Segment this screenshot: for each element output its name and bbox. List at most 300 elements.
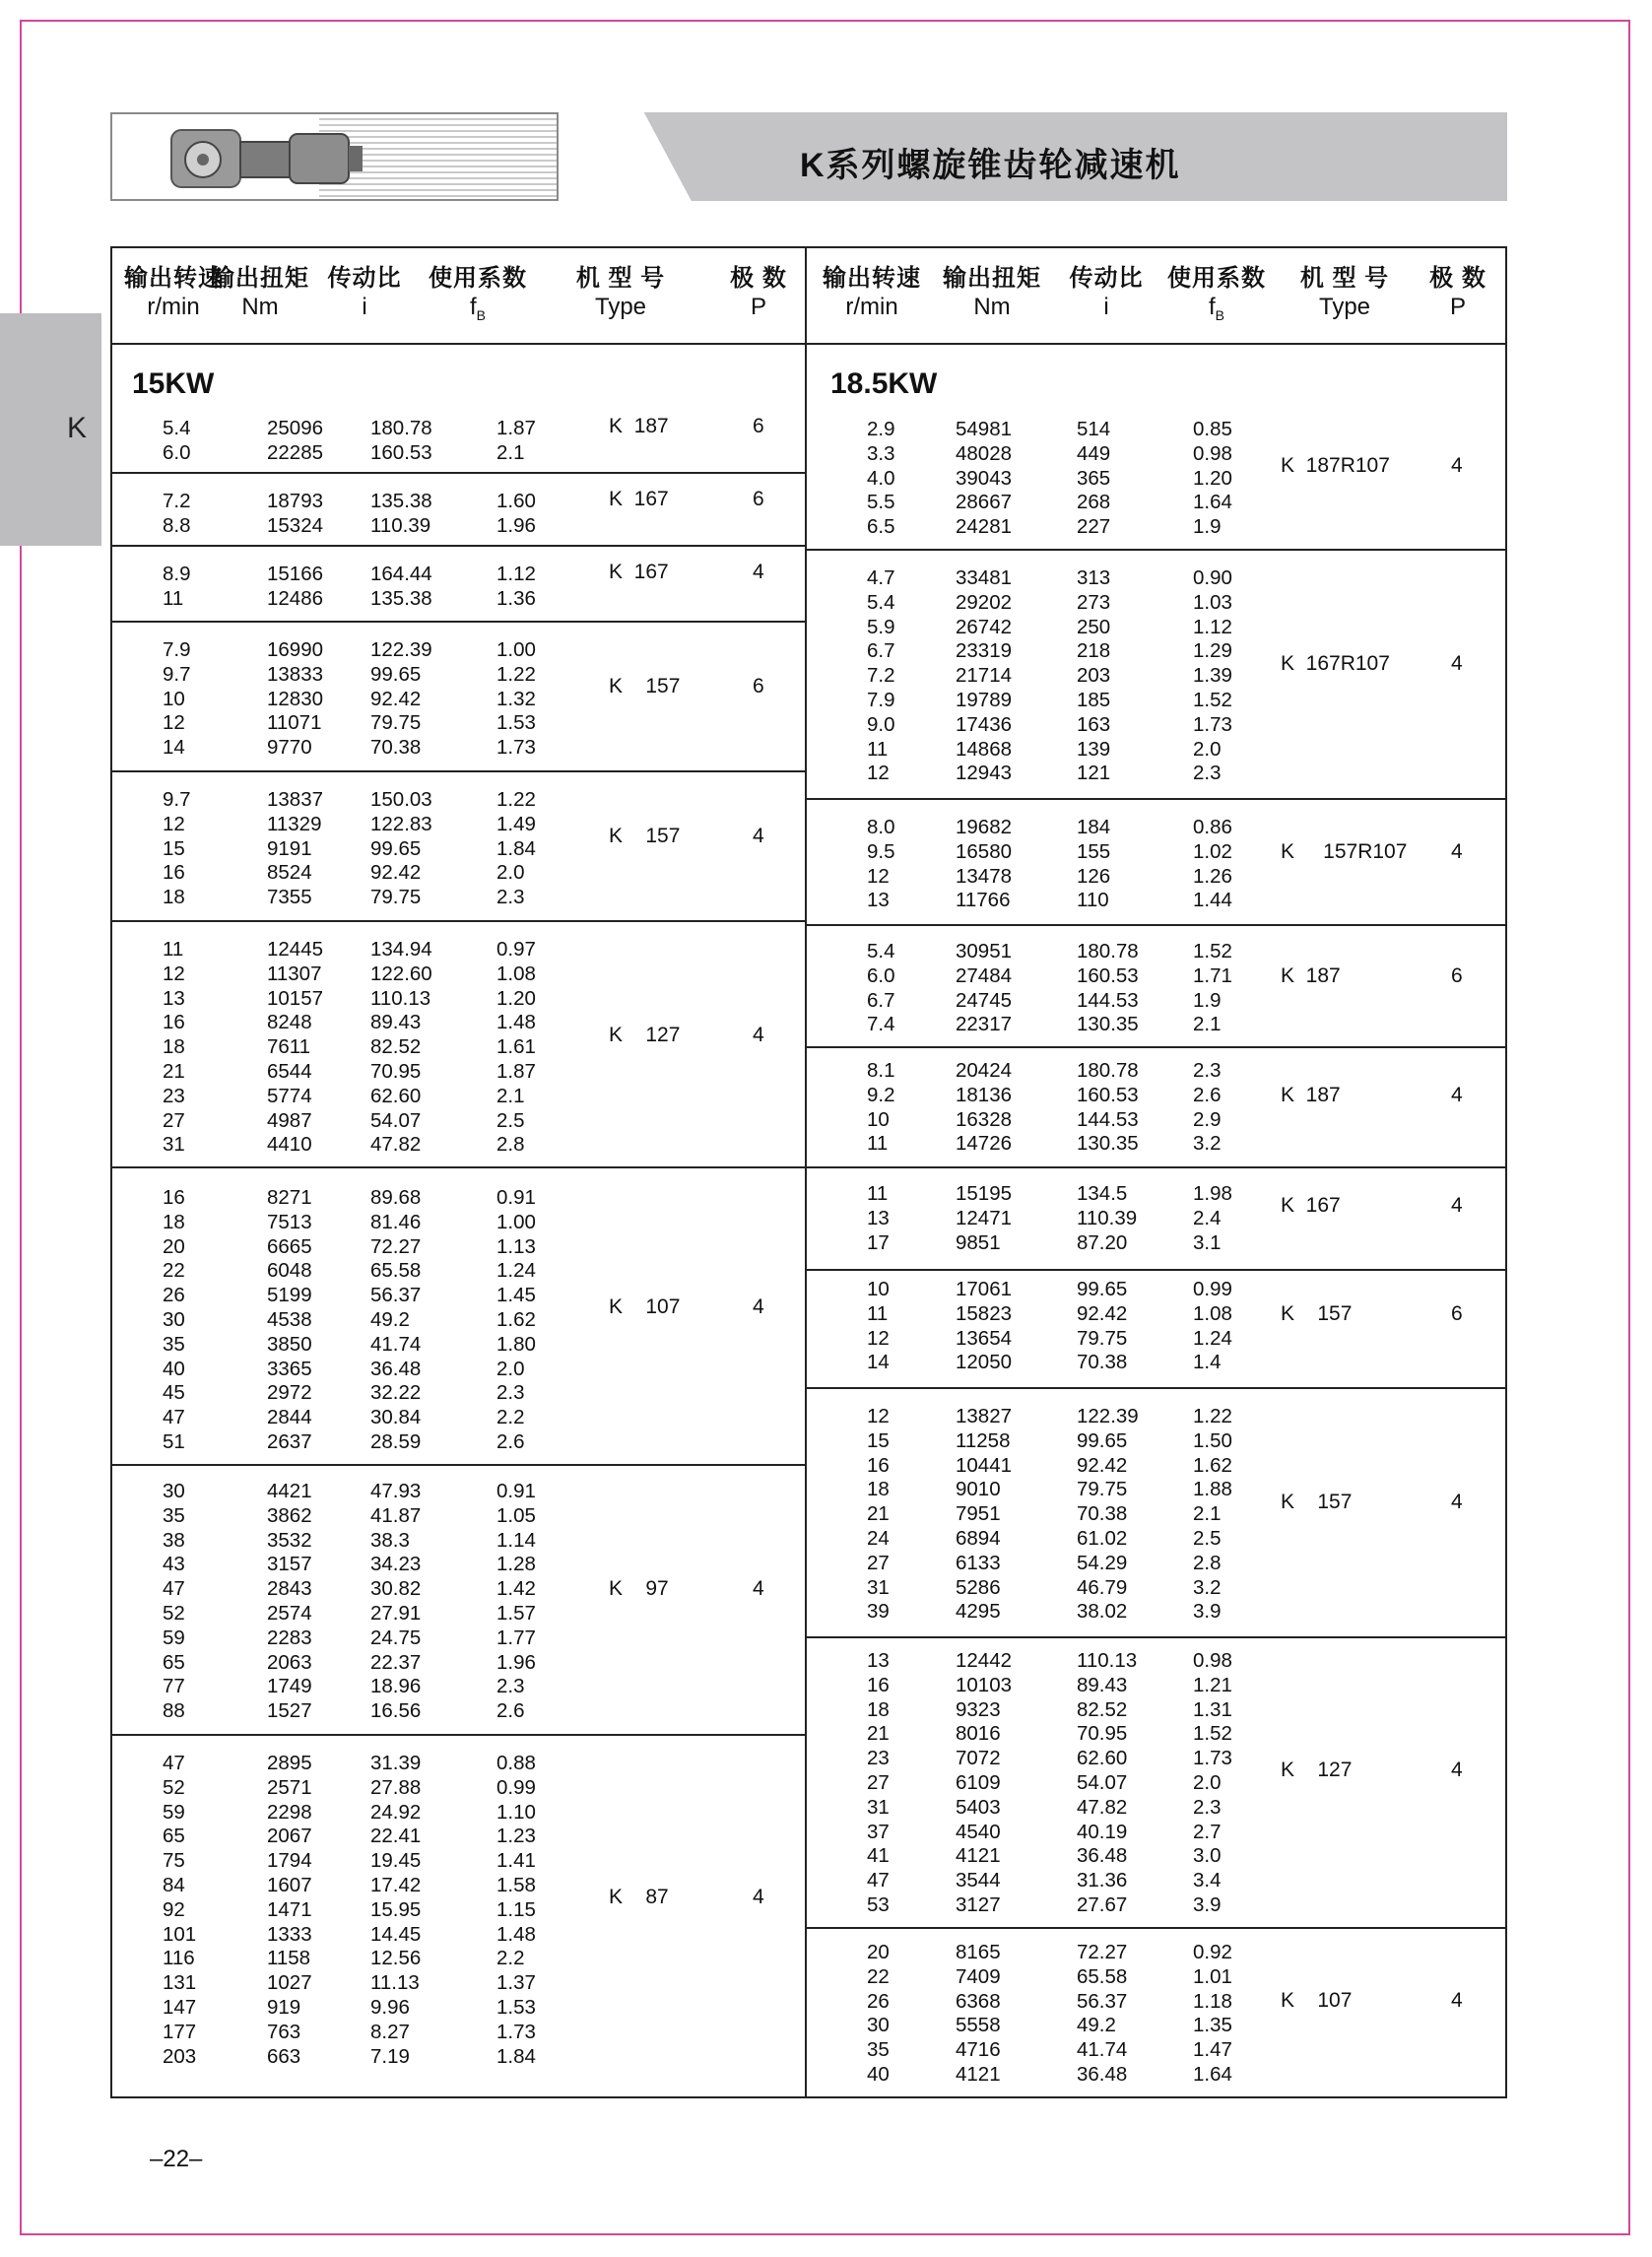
ratio-cell: 180.78 bbox=[370, 417, 432, 439]
speed-cell: 7.9 bbox=[867, 688, 895, 711]
ratio-cell: 14.45 bbox=[370, 1922, 422, 1946]
ratio-cell: 49.2 bbox=[1077, 2014, 1116, 2037]
pole-cell: 4 bbox=[753, 825, 764, 847]
ratio-cell: 15.95 bbox=[370, 1897, 422, 1921]
service-factor-cell: 2.0 bbox=[496, 1357, 525, 1380]
service-factor-cell: 1.47 bbox=[1193, 2038, 1232, 2062]
group-divider bbox=[807, 1636, 1507, 1638]
ratio-cell: 70.38 bbox=[370, 736, 422, 760]
torque-cell: 1527 bbox=[267, 1699, 312, 1723]
ratio-cell: 62.60 bbox=[1077, 1747, 1128, 1770]
ratio-cell: 24.75 bbox=[370, 1626, 422, 1649]
service-factor-cell: 1.00 bbox=[496, 1210, 536, 1233]
service-factor-cell: 1.20 bbox=[1193, 466, 1232, 490]
torque-cell: 12442 bbox=[956, 1649, 1013, 1672]
torque-cell: 12486 bbox=[267, 586, 324, 610]
type-cell: K 157 bbox=[1281, 1301, 1353, 1325]
speed-cell: 4.0 bbox=[867, 466, 895, 490]
speed-cell: 30 bbox=[867, 2014, 890, 2037]
service-factor-cell: 1.58 bbox=[496, 1873, 536, 1896]
speed-cell: 47 bbox=[163, 1406, 185, 1429]
ratio-cell: 7.19 bbox=[370, 2044, 410, 2068]
speed-cell: 21 bbox=[867, 1722, 890, 1746]
service-factor-cell: 1.87 bbox=[496, 417, 536, 439]
ratio-cell: 134.5 bbox=[1077, 1182, 1128, 1205]
torque-cell: 6544 bbox=[267, 1059, 312, 1083]
torque-cell: 6894 bbox=[956, 1526, 1001, 1550]
ratio-cell: 227 bbox=[1077, 515, 1111, 539]
speed-cell: 41 bbox=[867, 1844, 890, 1868]
service-factor-cell: 1.01 bbox=[1193, 1964, 1232, 1988]
speed-cell: 5.9 bbox=[867, 615, 895, 638]
torque-cell: 19789 bbox=[956, 688, 1013, 711]
ratio-cell: 92.42 bbox=[370, 861, 422, 885]
service-factor-cell: 2.3 bbox=[1193, 1795, 1222, 1819]
service-factor-cell: 1.02 bbox=[1193, 839, 1232, 863]
pole-cell: 6 bbox=[753, 488, 764, 510]
ratio-cell: 122.60 bbox=[370, 962, 432, 985]
page-title: K系列螺旋锥齿轮减速机 bbox=[800, 147, 1181, 184]
speed-cell: 27 bbox=[867, 1770, 890, 1794]
ratio-cell: 27.88 bbox=[370, 1775, 422, 1799]
torque-cell: 1333 bbox=[267, 1922, 312, 1946]
gear-reducer-icon bbox=[164, 120, 370, 195]
type-cell: K 157 bbox=[609, 675, 681, 697]
speed-cell: 52 bbox=[163, 1775, 185, 1799]
ratio-cell: 184 bbox=[1077, 816, 1111, 838]
type-cell: K 167R107 bbox=[1281, 651, 1390, 675]
service-factor-cell: 0.99 bbox=[496, 1775, 536, 1799]
ratio-cell: 79.75 bbox=[370, 886, 422, 909]
torque-cell: 7951 bbox=[956, 1502, 1001, 1526]
speed-cell: 39 bbox=[867, 1600, 890, 1624]
service-factor-cell: 0.98 bbox=[1193, 1649, 1232, 1672]
ratio-cell: 218 bbox=[1077, 639, 1111, 663]
service-factor-cell: 3.1 bbox=[1193, 1230, 1222, 1254]
speed-cell: 27 bbox=[867, 1551, 890, 1574]
service-factor-cell: 2.1 bbox=[496, 440, 525, 464]
service-factor-cell: 2.4 bbox=[1193, 1206, 1222, 1229]
service-factor-cell: 3.9 bbox=[1193, 1892, 1222, 1916]
torque-cell: 11766 bbox=[956, 889, 1011, 912]
speed-cell: 13 bbox=[163, 986, 185, 1010]
torque-cell: 17061 bbox=[956, 1278, 1013, 1300]
ratio-cell: 17.42 bbox=[370, 1873, 422, 1896]
torque-cell: 5286 bbox=[956, 1575, 1001, 1599]
speed-cell: 13 bbox=[867, 1206, 890, 1229]
torque-cell: 6109 bbox=[956, 1770, 1001, 1794]
ratio-cell: 160.53 bbox=[1077, 1083, 1139, 1106]
ratio-cell: 144.53 bbox=[1077, 1107, 1139, 1131]
torque-cell: 2574 bbox=[267, 1601, 312, 1625]
service-factor-cell: 2.0 bbox=[1193, 737, 1222, 761]
service-factor-cell: 1.14 bbox=[496, 1528, 536, 1552]
torque-cell: 4540 bbox=[956, 1820, 1001, 1843]
service-factor-cell: 1.20 bbox=[496, 986, 536, 1010]
speed-cell: 47 bbox=[163, 1752, 185, 1774]
ratio-cell: 16.56 bbox=[370, 1699, 422, 1723]
torque-cell: 13833 bbox=[267, 662, 324, 686]
ratio-cell: 22.37 bbox=[370, 1650, 422, 1674]
service-factor-cell: 0.85 bbox=[1193, 418, 1232, 440]
service-factor-cell: 1.52 bbox=[1193, 688, 1232, 711]
service-factor-cell: 1.48 bbox=[496, 1922, 536, 1946]
ratio-cell: 180.78 bbox=[1077, 1059, 1139, 1082]
service-factor-cell: 1.64 bbox=[1193, 491, 1232, 514]
ratio-cell: 92.42 bbox=[1077, 1453, 1128, 1477]
speed-cell: 26 bbox=[163, 1284, 185, 1307]
ratio-cell: 110.13 bbox=[1077, 1649, 1138, 1672]
torque-cell: 10103 bbox=[956, 1673, 1013, 1696]
column-header-right-4: 机 型 号 Type bbox=[1299, 265, 1390, 320]
type-cell: K 167 bbox=[609, 488, 669, 510]
torque-cell: 2063 bbox=[267, 1650, 312, 1674]
column-header-left-4: 机 型 号 Type bbox=[575, 265, 666, 320]
service-factor-cell: 2.8 bbox=[1193, 1551, 1222, 1574]
ratio-cell: 79.75 bbox=[370, 711, 422, 735]
service-factor-cell: 1.35 bbox=[1193, 2014, 1232, 2037]
speed-cell: 101 bbox=[163, 1922, 197, 1946]
ratio-cell: 110 bbox=[1077, 889, 1109, 912]
torque-cell: 9770 bbox=[267, 736, 312, 760]
speed-cell: 18 bbox=[163, 886, 185, 909]
torque-cell: 30951 bbox=[956, 940, 1013, 963]
torque-cell: 54981 bbox=[956, 418, 1013, 440]
pole-cell: 6 bbox=[1451, 963, 1463, 987]
ratio-cell: 31.36 bbox=[1077, 1869, 1128, 1892]
ratio-cell: 70.38 bbox=[1077, 1502, 1128, 1526]
ratio-cell: 313 bbox=[1077, 566, 1111, 589]
type-cell: K 187R107 bbox=[1281, 454, 1390, 477]
service-factor-cell: 0.99 bbox=[1193, 1278, 1232, 1300]
pole-cell: 6 bbox=[1451, 1301, 1463, 1325]
page-number: –22– bbox=[150, 2146, 203, 2172]
type-cell: K 127 bbox=[609, 1023, 681, 1046]
ratio-cell: 62.60 bbox=[370, 1084, 422, 1107]
ratio-cell: 65.58 bbox=[370, 1259, 422, 1283]
ratio-cell: 250 bbox=[1077, 615, 1111, 638]
torque-cell: 6133 bbox=[956, 1551, 1001, 1574]
torque-cell: 7409 bbox=[956, 1964, 1001, 1988]
ratio-cell: 203 bbox=[1077, 664, 1111, 688]
service-factor-cell: 2.1 bbox=[496, 1084, 525, 1107]
service-factor-cell: 1.39 bbox=[1193, 664, 1232, 688]
ratio-cell: 110.13 bbox=[370, 986, 431, 1010]
torque-cell: 27484 bbox=[956, 963, 1013, 987]
ratio-cell: 92.42 bbox=[1077, 1301, 1128, 1325]
ratio-cell: 46.79 bbox=[1077, 1575, 1128, 1599]
service-factor-cell: 2.3 bbox=[496, 886, 525, 909]
speed-cell: 20 bbox=[163, 1234, 185, 1258]
group-divider bbox=[110, 1166, 805, 1168]
torque-cell: 15324 bbox=[267, 513, 324, 537]
pole-cell: 4 bbox=[1451, 1490, 1463, 1513]
speed-cell: 12 bbox=[867, 864, 890, 888]
ratio-cell: 38.3 bbox=[370, 1528, 410, 1552]
speed-cell: 14 bbox=[867, 1351, 890, 1374]
speed-cell: 31 bbox=[867, 1795, 890, 1819]
service-factor-cell: 2.3 bbox=[496, 1381, 525, 1405]
service-factor-cell: 2.2 bbox=[496, 1406, 525, 1429]
torque-cell: 1158 bbox=[267, 1947, 311, 1970]
group-divider bbox=[807, 1269, 1507, 1271]
torque-cell: 10157 bbox=[267, 986, 324, 1010]
torque-cell: 12050 bbox=[956, 1351, 1013, 1374]
speed-cell: 52 bbox=[163, 1601, 185, 1625]
service-factor-cell: 3.4 bbox=[1193, 1869, 1222, 1892]
speed-cell: 35 bbox=[163, 1503, 185, 1527]
service-factor-cell: 2.5 bbox=[1193, 1526, 1222, 1550]
group-divider bbox=[110, 770, 805, 772]
torque-cell: 22285 bbox=[267, 440, 324, 464]
torque-cell: 8165 bbox=[956, 1941, 1001, 1963]
pole-cell: 4 bbox=[1451, 1194, 1463, 1218]
torque-cell: 3544 bbox=[956, 1869, 1001, 1892]
speed-cell: 12 bbox=[163, 812, 185, 835]
speed-cell: 5.4 bbox=[163, 417, 191, 439]
ratio-cell: 99.65 bbox=[1077, 1278, 1128, 1300]
service-factor-cell: 1.45 bbox=[496, 1284, 536, 1307]
speed-cell: 12 bbox=[867, 1326, 890, 1350]
service-factor-cell: 1.84 bbox=[496, 836, 536, 860]
ratio-cell: 81.46 bbox=[370, 1210, 422, 1233]
service-factor-cell: 0.92 bbox=[1193, 1941, 1232, 1963]
power-label-left: 15KW bbox=[132, 367, 215, 400]
ratio-cell: 56.37 bbox=[1077, 1989, 1128, 2013]
service-factor-cell: 1.48 bbox=[496, 1011, 536, 1034]
speed-cell: 45 bbox=[163, 1381, 185, 1405]
speed-cell: 15 bbox=[163, 836, 185, 860]
ratio-cell: 70.95 bbox=[1077, 1722, 1128, 1746]
service-factor-cell: 1.9 bbox=[1193, 988, 1222, 1012]
group-divider bbox=[110, 472, 805, 474]
torque-cell: 33481 bbox=[956, 566, 1013, 589]
torque-cell: 19682 bbox=[956, 816, 1013, 838]
type-cell: K 157R107 bbox=[1281, 839, 1408, 863]
group-divider bbox=[807, 549, 1507, 551]
speed-cell: 92 bbox=[163, 1897, 185, 1921]
speed-cell: 116 bbox=[163, 1947, 195, 1970]
service-factor-cell: 1.24 bbox=[1193, 1326, 1232, 1350]
ratio-cell: 27.91 bbox=[370, 1601, 422, 1625]
torque-cell: 16580 bbox=[956, 839, 1013, 863]
torque-cell: 7072 bbox=[956, 1747, 1001, 1770]
service-factor-cell: 3.0 bbox=[1193, 1844, 1222, 1868]
torque-cell: 4121 bbox=[956, 2062, 1001, 2086]
torque-cell: 2972 bbox=[267, 1381, 312, 1405]
torque-cell: 4295 bbox=[956, 1600, 1001, 1624]
torque-cell: 15195 bbox=[956, 1182, 1013, 1205]
torque-cell: 28667 bbox=[956, 491, 1013, 514]
ratio-cell: 22.41 bbox=[370, 1825, 422, 1848]
torque-cell: 10441 bbox=[956, 1453, 1013, 1477]
speed-cell: 11 bbox=[867, 1182, 889, 1205]
column-header-right-1: 输出扭矩 Nm bbox=[943, 265, 1041, 320]
speed-cell: 10 bbox=[163, 687, 185, 710]
ratio-cell: 121 bbox=[1077, 762, 1111, 785]
speed-cell: 6.7 bbox=[867, 988, 895, 1012]
ratio-cell: 365 bbox=[1077, 466, 1111, 490]
ratio-cell: 70.95 bbox=[370, 1059, 422, 1083]
service-factor-cell: 1.12 bbox=[1193, 615, 1232, 638]
torque-cell: 763 bbox=[267, 2020, 301, 2043]
torque-cell: 11258 bbox=[956, 1428, 1011, 1452]
torque-cell: 2283 bbox=[267, 1626, 312, 1649]
torque-cell: 13837 bbox=[267, 788, 324, 811]
service-factor-cell: 3.2 bbox=[1193, 1575, 1222, 1599]
torque-cell: 3532 bbox=[267, 1528, 312, 1552]
torque-cell: 3157 bbox=[267, 1553, 312, 1576]
pole-cell: 4 bbox=[753, 561, 764, 583]
torque-cell: 15823 bbox=[956, 1301, 1013, 1325]
ratio-cell: 134.94 bbox=[370, 938, 432, 961]
group-divider bbox=[110, 621, 805, 623]
speed-cell: 7.9 bbox=[163, 638, 191, 661]
torque-cell: 8524 bbox=[267, 861, 312, 885]
speed-cell: 8.8 bbox=[163, 513, 191, 537]
type-cell: K 167 bbox=[1281, 1194, 1341, 1218]
ratio-cell: 160.53 bbox=[1077, 963, 1139, 987]
service-factor-cell: 1.61 bbox=[496, 1035, 536, 1059]
ratio-cell: 99.65 bbox=[370, 662, 422, 686]
torque-cell: 22317 bbox=[956, 1013, 1013, 1036]
column-divider bbox=[805, 246, 807, 2098]
speed-cell: 37 bbox=[867, 1820, 890, 1843]
type-cell: K 187 bbox=[1281, 1083, 1341, 1106]
speed-cell: 16 bbox=[867, 1673, 890, 1696]
service-factor-cell: 1.62 bbox=[1193, 1453, 1232, 1477]
ratio-cell: 31.39 bbox=[370, 1752, 422, 1774]
speed-cell: 26 bbox=[867, 1989, 890, 2013]
service-factor-cell: 1.03 bbox=[1193, 590, 1232, 614]
ratio-cell: 72.27 bbox=[370, 1234, 422, 1258]
service-factor-cell: 2.0 bbox=[496, 861, 525, 885]
speed-cell: 23 bbox=[163, 1084, 185, 1107]
pole-cell: 4 bbox=[753, 1577, 764, 1600]
service-factor-cell: 0.86 bbox=[1193, 816, 1232, 838]
column-header-left-0: 输出转速 r/min bbox=[124, 265, 223, 320]
service-factor-cell: 3.9 bbox=[1193, 1600, 1222, 1624]
group-divider bbox=[110, 920, 805, 922]
ratio-cell: 110.39 bbox=[370, 513, 431, 537]
service-factor-cell: 1.24 bbox=[496, 1259, 536, 1283]
ratio-cell: 30.82 bbox=[370, 1577, 422, 1601]
service-factor-cell: 3.2 bbox=[1193, 1132, 1222, 1156]
header-image-panel bbox=[110, 112, 559, 201]
service-factor-cell: 1.53 bbox=[496, 711, 536, 735]
ratio-cell: 126 bbox=[1077, 864, 1111, 888]
service-factor-cell: 1.64 bbox=[1193, 2062, 1232, 2086]
speed-cell: 9.2 bbox=[867, 1083, 895, 1106]
torque-cell: 2844 bbox=[267, 1406, 312, 1429]
pole-cell: 4 bbox=[753, 1886, 764, 1909]
service-factor-cell: 1.9 bbox=[1193, 515, 1222, 539]
torque-cell: 3862 bbox=[267, 1503, 312, 1527]
torque-cell: 2067 bbox=[267, 1825, 312, 1848]
speed-cell: 18 bbox=[867, 1697, 890, 1721]
service-factor-cell: 1.08 bbox=[1193, 1301, 1232, 1325]
ratio-cell: 122.39 bbox=[370, 638, 432, 661]
service-factor-cell: 1.49 bbox=[496, 812, 536, 835]
service-factor-cell: 1.23 bbox=[496, 1825, 536, 1848]
ratio-cell: 449 bbox=[1077, 441, 1111, 465]
speed-cell: 13 bbox=[867, 889, 890, 912]
ratio-cell: 130.35 bbox=[1077, 1132, 1139, 1156]
service-factor-cell: 1.00 bbox=[496, 638, 536, 661]
ratio-cell: 40.19 bbox=[1077, 1820, 1128, 1843]
service-factor-cell: 1.29 bbox=[1193, 639, 1232, 663]
torque-cell: 5774 bbox=[267, 1084, 312, 1107]
torque-cell: 11307 bbox=[267, 962, 322, 985]
speed-cell: 53 bbox=[867, 1892, 890, 1916]
speed-cell: 35 bbox=[163, 1332, 185, 1356]
torque-cell: 8016 bbox=[956, 1722, 1001, 1746]
service-factor-cell: 2.1 bbox=[1193, 1013, 1222, 1036]
service-factor-cell: 2.5 bbox=[496, 1108, 525, 1132]
torque-cell: 21714 bbox=[956, 664, 1013, 688]
torque-cell: 1749 bbox=[267, 1675, 312, 1698]
ratio-cell: 144.53 bbox=[1077, 988, 1139, 1012]
torque-cell: 3365 bbox=[267, 1357, 312, 1380]
column-header-right-2: 传动比 i bbox=[1069, 265, 1144, 320]
torque-cell: 3127 bbox=[956, 1892, 1001, 1916]
torque-cell: 18136 bbox=[956, 1083, 1013, 1106]
speed-cell: 10 bbox=[867, 1278, 890, 1300]
speed-cell: 6.0 bbox=[163, 440, 191, 464]
torque-cell: 5199 bbox=[267, 1284, 312, 1307]
service-factor-cell: 1.26 bbox=[1193, 864, 1232, 888]
service-factor-cell: 1.62 bbox=[496, 1307, 536, 1331]
service-factor-cell: 1.88 bbox=[1193, 1478, 1232, 1501]
torque-cell: 1794 bbox=[267, 1849, 312, 1873]
service-factor-cell: 1.60 bbox=[496, 490, 536, 512]
speed-cell: 2.9 bbox=[867, 418, 895, 440]
pole-cell: 4 bbox=[1451, 1083, 1463, 1106]
ratio-cell: 122.83 bbox=[370, 812, 432, 835]
service-factor-cell: 0.90 bbox=[1193, 566, 1232, 589]
ratio-cell: 164.44 bbox=[370, 563, 432, 585]
service-factor-cell: 1.4 bbox=[1193, 1351, 1222, 1374]
torque-cell: 39043 bbox=[956, 466, 1013, 490]
speed-cell: 6.5 bbox=[867, 515, 895, 539]
speed-cell: 8.1 bbox=[867, 1059, 895, 1082]
ratio-cell: 160.53 bbox=[370, 440, 432, 464]
ratio-cell: 79.75 bbox=[1077, 1478, 1128, 1501]
ratio-cell: 34.23 bbox=[370, 1553, 422, 1576]
group-divider bbox=[807, 1166, 1507, 1168]
group-divider bbox=[807, 798, 1507, 800]
service-factor-cell: 1.13 bbox=[496, 1234, 536, 1258]
type-cell: K 187 bbox=[609, 415, 669, 437]
pole-cell: 4 bbox=[1451, 454, 1463, 477]
ratio-cell: 56.37 bbox=[370, 1284, 422, 1307]
speed-cell: 43 bbox=[163, 1553, 185, 1576]
side-tab bbox=[0, 313, 101, 546]
torque-cell: 2895 bbox=[267, 1752, 312, 1774]
ratio-cell: 89.43 bbox=[1077, 1673, 1128, 1696]
ratio-cell: 41.74 bbox=[370, 1332, 422, 1356]
ratio-cell: 30.84 bbox=[370, 1406, 422, 1429]
column-header-right-5: 极 数 P bbox=[1429, 265, 1487, 320]
ratio-cell: 130.35 bbox=[1077, 1013, 1139, 1036]
column-header-left-2: 传动比 i bbox=[327, 265, 402, 320]
speed-cell: 4.7 bbox=[867, 566, 895, 589]
service-factor-cell: 1.52 bbox=[1193, 940, 1232, 963]
column-header-left-3: 使用系数 $f_B$ bbox=[429, 265, 527, 323]
speed-cell: 21 bbox=[867, 1502, 890, 1526]
service-factor-cell: 2.3 bbox=[1193, 762, 1222, 785]
ratio-cell: 47.82 bbox=[1077, 1795, 1128, 1819]
